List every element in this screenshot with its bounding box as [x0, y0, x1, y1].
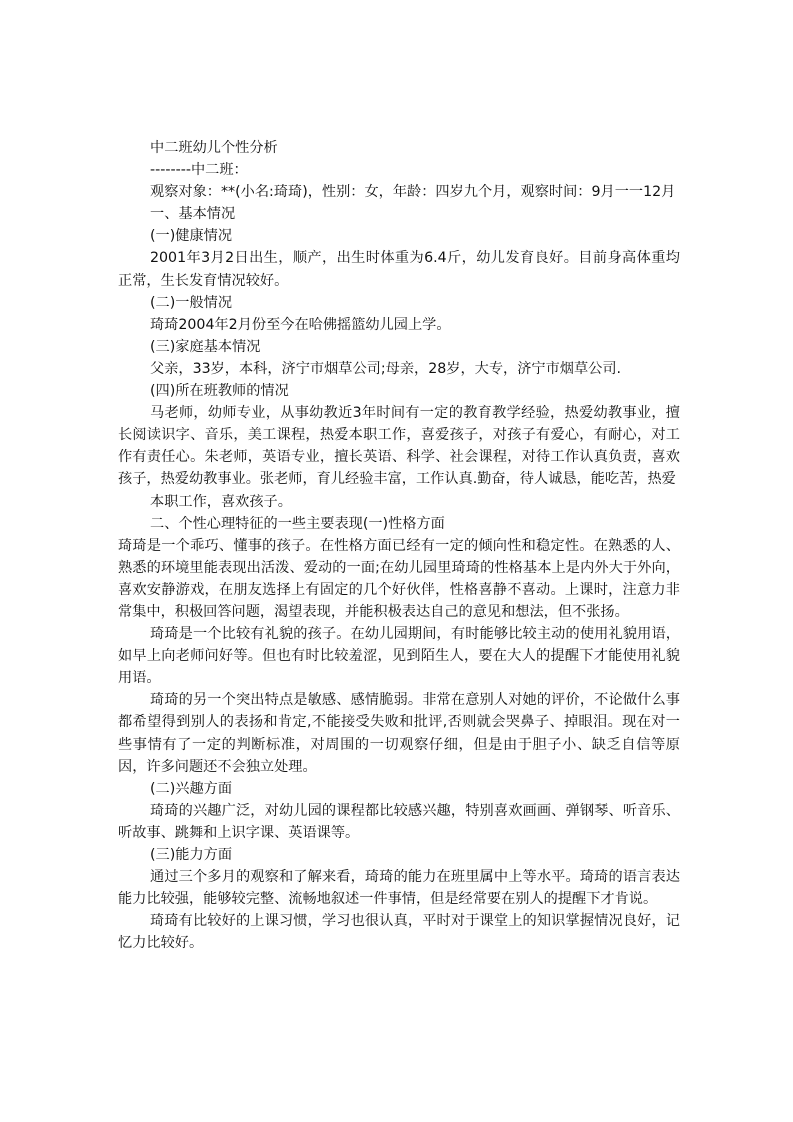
observation-info: 观察对象：**(小名:琦琦)，性别：女，年龄：四岁九个月，观察时间：9月一一12月 — [150, 184, 676, 201]
paragraph-teachers: 马老师，幼师专业，从事幼教近3年时间有一定的教育教学经验，热爱幼教事业，擅长阅读识字、音乐，美工课程，热爱本职工作，喜爱孩子，对孩子有爱心，有耐心，对工作有责任心。朱老师，英语专业，擅长英语、科学、社会课程，对待工作认真负责，喜欢孩子，热爱幼教事业。张老师，育儿经验丰富，工作认真.勤奋，待人诚恳，能吃苦，热爱 — [118, 405, 680, 488]
subheading-abilities: (三)能力方面 — [150, 847, 233, 863]
paragraph-personality-1: 琦琦是一个乖巧、懂事的孩子。在性格方面已经有一定的倾向性和稳定性。在熟悉的人、熟悉的环境里能表现出活泼、爱动的一面;在幼儿园里琦琦的性格基本上是内外大于外向，喜欢安静游戏，在朋友选择上有固定的几个好伙伴，性格喜静不喜动。上课时，注意力非常集中，积极回答问题，渴望表现，并能积极表达自己的意见和想法，但不张扬。 — [118, 537, 680, 620]
section-heading-basic: 一、基本情况 — [150, 206, 236, 223]
subheading-interests: (二)兴趣方面 — [150, 780, 233, 797]
document-title: 中二班幼儿个性分析 — [150, 140, 278, 156]
paragraph-teachers-cont: 本职工作，喜欢孩子。 — [150, 493, 292, 510]
subheading-general: (二)一般情况 — [150, 294, 233, 311]
paragraph-interests: 琦琦的兴趣广泛，对幼儿园的课程都比较感兴趣，特别喜欢画画、弹钢琴、听音乐、听故事、跳舞和上识字课、英语课等。 — [118, 802, 680, 841]
paragraph-personality-3: 琦琦的另一个突出特点是敏感、感情脆弱。非常在意别人对她的评价，不论做什么事都希望得到别人的表扬和肯定,不能接受失败和批评,否则就会哭鼻子、掉眼泪。现在对一些事情有了一定的判断标准，对周围的一切观察仔细，但是由于胆子小、缺乏自信等原因，许多问题还不会独立处理。 — [118, 692, 680, 775]
paragraph-family: 父亲，33岁，本科，济宁市烟草公司;母亲，28岁，大专，济宁市烟草公司. — [150, 360, 622, 377]
section-heading-personality: 二、个性心理特征的一些主要表现(一)性格方面 — [150, 515, 445, 532]
paragraph-abilities-2: 琦琦有比较好的上课习惯，学习也很认真，平时对于课堂上的知识掌握情况良好，记忆力比较好。 — [118, 913, 680, 952]
paragraph-abilities-1: 通过三个多月的观察和了解来看，琦琦的能力在班里属中上等水平。琦琦的语言表达能力比较强，能够较完整、流畅地叙述一件事情，但是经常要在别人的提醒下才肯说。 — [118, 869, 680, 908]
paragraph-health: 2001年3月2日出生，顺产，出生时体重为6.4斤，幼儿发育良好。目前身高体重均正常，生长发育情况较好。 — [118, 250, 680, 289]
paragraph-personality-2: 琦琦是一个比较有礼貌的孩子。在幼儿园期间，有时能够比较主动的使用礼貌用语，如早上向老师问好等。但也有时比较羞涩，见到陌生人，要在大人的提醒下才能使用礼貌用语。 — [118, 626, 680, 687]
subheading-family: (三)家庭基本情况 — [150, 338, 261, 355]
class-label: --------中二班： — [150, 162, 248, 179]
subheading-teachers: (四)所在班教师的情况 — [150, 383, 289, 400]
paragraph-general: 琦琦2004年2月份至今在哈佛摇篮幼儿园上学。 — [150, 316, 451, 333]
document-body — [118, 137, 680, 954]
subheading-health: (一)健康情况 — [150, 228, 233, 245]
